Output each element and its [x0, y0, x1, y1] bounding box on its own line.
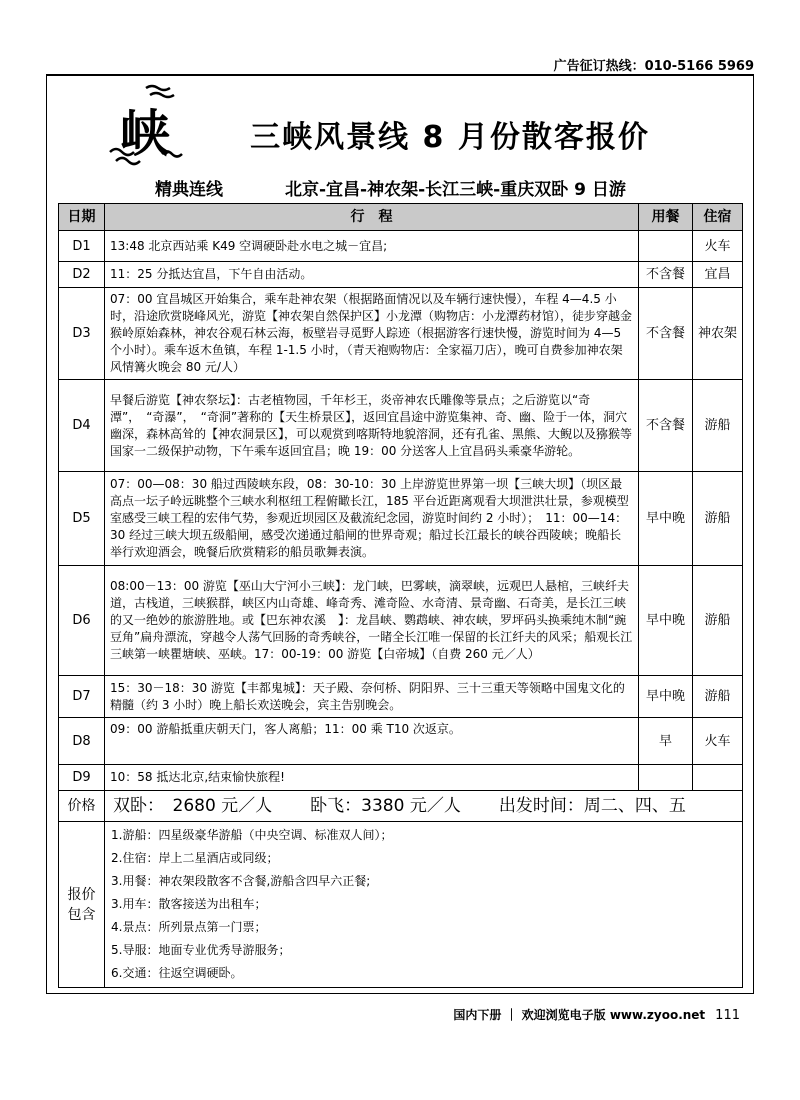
day-cell: D1 — [59, 231, 105, 262]
meal-cell — [639, 231, 693, 262]
table-row — [59, 262, 743, 288]
itinerary-cell: 10：58 抵达北京,结束愉快旅程! — [105, 765, 639, 791]
footer-text: 国内下册 ｜ 欢迎浏览电子版 www.zyoo.net — [453, 1008, 706, 1022]
list-item: 3.用餐：神农架段散客不含餐,游船含四早六正餐; — [111, 874, 371, 888]
table-row — [59, 472, 743, 566]
meal-cell — [639, 765, 693, 791]
meal-cell: 早中晚 — [639, 566, 693, 676]
stay-cell: 火车 — [693, 231, 743, 262]
price-fly: 卧飞：3380 元／人 — [310, 795, 461, 816]
meal-cell: 早中晚 — [639, 472, 693, 566]
table-row — [59, 231, 743, 262]
meal-cell: 不含餐 — [639, 288, 693, 380]
table-header-row — [59, 204, 743, 231]
itinerary-cell: 09：00 游船抵重庆朝天门，客人离船；11：00 乘 T10 次返京。 — [105, 718, 639, 765]
list-item: 4.景点：所列景点第一门票； — [111, 920, 267, 934]
header-meal: 用餐 — [639, 204, 693, 231]
header-stay: 住宿 — [693, 204, 743, 231]
itinerary-cell: 07：00—08：30 船过西陵峡东段，08：30-10：30 上岸游览世界第一坝【三峡大坝】（坝区最高点一坛子岭远眺整个三峡水利枢纽工程俯瞰长江，185 平台近距离观看大坝泄洪壮景，参观模型室感受三峡工程的宏伟气势，参观近坝园区及截流纪念园，游览时间约 2 小时）； 11：00—14：30 经过三峡大坝五级船闸，感受次递通过船闸的世界奇观；船过长江最长的峡谷西陵峡；晚船长举行欢迎酒会，晚餐后欣赏精彩的船员歌舞表演。 — [105, 472, 639, 566]
list-item: 2.住宿：岸上二星酒店或同级； — [111, 851, 279, 865]
stay-cell: 游船 — [693, 566, 743, 676]
includes-label-text: 报价包含 — [67, 886, 96, 923]
itinerary-cell: 早餐后游览【神农祭坛】：古老植物园，千年杉王，炎帝神农氏雕像等景点；之后游览以“奇潭”， “奇瀑”， “奇洞”著称的【天生桥景区】，返回宜昌途中游览集神、奇、幽、险于一体，洞穴幽深，森林高耸的【神农洞景区】，可以观赏到喀斯特地貌溶洞，还有孔雀、黑熊、大鲵以及猕猴等国家一二级保护动物，下午乘车返回宜昌；晚 19：00 分送客人上宜昌码头乘豪华游轮。 — [105, 380, 639, 472]
price-row — [59, 791, 743, 822]
itinerary-cell: 13:48 北京西站乘 K49 空调硬卧赴水电之城－宜昌; — [105, 231, 639, 262]
page-title: 三峡风景线 8 月份散客报价 — [250, 120, 650, 155]
list-item: 6.交通：往返空调硬卧。 — [111, 966, 243, 980]
stay-cell: 游船 — [693, 472, 743, 566]
meal-cell: 不含餐 — [639, 262, 693, 288]
includes-label — [59, 822, 105, 988]
itinerary-table — [58, 203, 743, 988]
itinerary-cell: 11：25 分抵达宜昌，下午自由活动。 — [105, 262, 639, 288]
itinerary-cell: 15：30－18：30 游览【丰都鬼城】：天子殿、奈何桥、阴阳界、三十三重天等领略中国鬼文化的精髓（约 3 小时）晚上船长欢送晚会，宾主告别晚会。 — [105, 676, 639, 718]
stay-cell — [693, 765, 743, 791]
price-values — [105, 791, 743, 822]
day-cell: D2 — [59, 262, 105, 288]
day-cell: D9 — [59, 765, 105, 791]
price-label: 价格 — [59, 791, 105, 822]
includes-row — [59, 822, 743, 988]
list-item: 3.用车：散客接送为出租车； — [111, 897, 267, 911]
day-cell: D5 — [59, 472, 105, 566]
subtitle-route: 北京-宜昌-神农架-长江三峡-重庆双卧 9 日游 — [285, 180, 626, 200]
meal-cell: 早中晚 — [639, 676, 693, 718]
table-row — [59, 380, 743, 472]
table-row — [59, 288, 743, 380]
ad-hotline: 广告征订热线：010-5166 5969 — [553, 59, 754, 74]
table-row — [59, 566, 743, 676]
list-item: 5.导服：地面专业优秀导游服务； — [111, 943, 291, 957]
stay-cell: 神农架 — [693, 288, 743, 380]
departure-days: 出发时间：周二、四、五 — [498, 795, 686, 816]
header-date: 日期 — [59, 204, 105, 231]
table-row — [59, 765, 743, 791]
page-footer — [453, 1006, 740, 1023]
day-cell: D3 — [59, 288, 105, 380]
day-cell: D4 — [59, 380, 105, 472]
meal-cell: 早 — [639, 718, 693, 765]
page-number: 111 — [715, 1008, 740, 1023]
stay-cell: 宜昌 — [693, 262, 743, 288]
day-cell: D8 — [59, 718, 105, 765]
logo-character: 峡 — [120, 104, 170, 163]
stay-cell: 游船 — [693, 676, 743, 718]
day-cell: D7 — [59, 676, 105, 718]
list-item: 1.游船：四星级豪华游船（中央空调、标准双人间）； — [111, 828, 393, 842]
meal-cell: 不含餐 — [639, 380, 693, 472]
includes-list — [105, 822, 743, 988]
table-row — [59, 676, 743, 718]
stay-cell: 火车 — [693, 718, 743, 765]
header-itinerary: 行 程 — [105, 204, 639, 231]
day-cell: D6 — [59, 566, 105, 676]
table-row — [59, 718, 743, 765]
itinerary-cell: 07：00 宜昌城区开始集合，乘车赴神农架（根据路面情况以及车辆行速快慢），车程 4—4.5 小时，沿途欣赏晓峰风光，游览【神农架自然保护区】小龙潭（购物店：小龙潭药材馆），徒步穿越金猴岭原始森林，神农谷观石林云海，板壁岩寻觅野人踪迹（根据游客行速快慢，游览时间为 4—5 个小时）。乘车返木鱼镇，车程 1-1.5 小时，（青天袍购物店：全家福刀店），晚可自费参加神农架风情篝火晚会 80 元/人） — [105, 288, 639, 380]
stay-cell: 游船 — [693, 380, 743, 472]
route-subtitle — [155, 175, 626, 200]
itinerary-cell: 08:00－13：00 游览【巫山大宁河小三峡】：龙门峡，巴雾峡，滴翠峡，远观巴人悬棺，三峡纤夫道，古栈道，三峡猴群，峡区内山奇雄、峰奇秀、滩奇险、水奇清、景奇幽、石奇美，是长江三峡的又一绝妙的旅游胜地。或【巴东神农溪 】：龙昌峡、鹦鹉峡、神农峡，罗坪码头换乘纯木制“豌豆角”扁舟漂流，穿越令人荡气回肠的奇秀峡谷，一睹全长江唯一保留的长江纤夫的风采；船观长江三峡第一峡瞿塘峡、巫峡。17：00-19：00 游览【白帝城】（自费 260 元／人） — [105, 566, 639, 676]
subtitle-label: 精典连线 — [155, 180, 223, 200]
price-sleeper: 双卧： 2680 元／人 — [113, 795, 273, 816]
